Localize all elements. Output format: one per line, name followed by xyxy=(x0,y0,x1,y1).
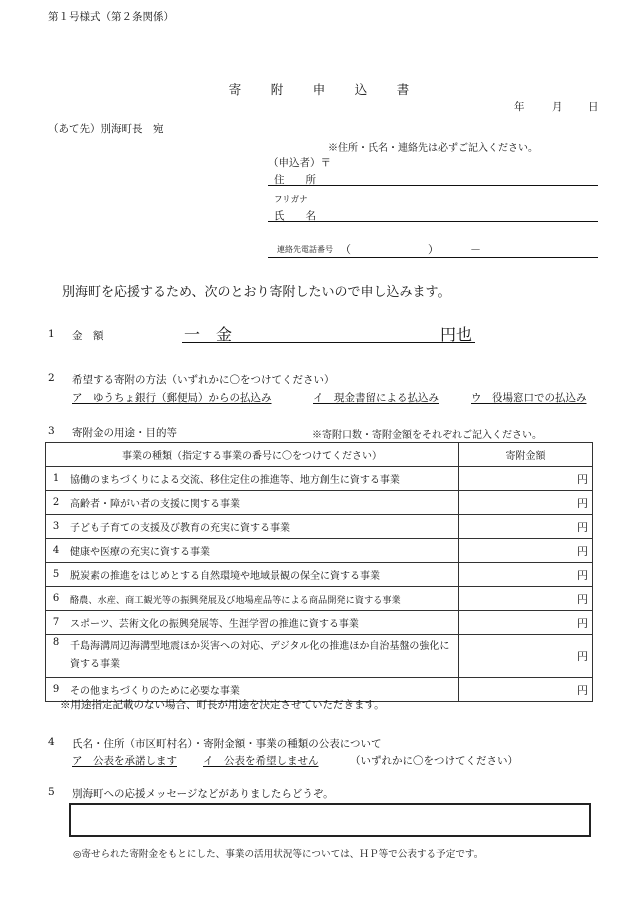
s2-number: 2 xyxy=(48,372,55,384)
purpose-label: 寄附金の用途・目的等 xyxy=(72,427,177,439)
table-row[interactable]: 6 酪農、水産、商工観光等の振興発展及び地場産品等による商品開発に資する事業 円 xyxy=(46,587,593,611)
furigana-label: フリガナ xyxy=(274,195,308,205)
s5-number: 5 xyxy=(48,786,55,798)
yen-cell[interactable]: 円 xyxy=(459,563,593,587)
amount-prefix: 一 金 xyxy=(184,325,233,344)
method-option-b[interactable]: イ 現金書留による払込み xyxy=(313,392,439,404)
yen-cell[interactable]: 円 xyxy=(459,611,593,635)
phone-close-paren: ） xyxy=(428,243,439,256)
phone-line[interactable] xyxy=(268,257,598,258)
date-day[interactable]: 日 xyxy=(588,101,599,113)
address-line[interactable] xyxy=(268,185,598,186)
s1-number: 1 xyxy=(48,328,55,340)
intro-text: 別海町を応援するため、次のとおり寄附したいので申し込みます。 xyxy=(62,285,451,300)
yen-cell[interactable]: 円 xyxy=(459,467,593,491)
table-row[interactable]: 3 子ども子育ての支援及び教育の充実に資する事業 円 xyxy=(46,515,593,539)
addressee: （あて先）別海町長 宛 xyxy=(48,123,164,135)
table-row[interactable]: 7 スポーツ、芸術文化の振興発展等、生涯学習の推進に資する事業 円 xyxy=(46,611,593,635)
table-row[interactable]: 2 高齢者・障がい者の支援に関する事業 円 xyxy=(46,491,593,515)
date-month[interactable]: 月 xyxy=(552,101,563,113)
address-label: 住 所 xyxy=(274,174,316,186)
table-row[interactable]: 8 千島海溝周辺海溝型地震ほか災害への対応、デジタル化の推進ほか自治基盤の強化に資する事業 円 xyxy=(46,635,593,678)
message-input[interactable] xyxy=(71,805,593,839)
publish-option-b[interactable]: イ 公表を希望しません xyxy=(203,755,319,767)
phone-dash: － xyxy=(470,243,481,256)
message-label: 別海町への応援メッセージなどがありましたらどうぞ。 xyxy=(72,788,334,800)
publish-option-a[interactable]: ア 公表を承諾します xyxy=(72,755,177,767)
date-year[interactable]: 年 xyxy=(514,101,525,113)
amount-suffix: 円也 xyxy=(440,325,473,344)
purpose-note: ※寄附口数・寄附金額をそれぞれご記入ください。 xyxy=(312,430,542,441)
amount-line[interactable] xyxy=(182,342,475,343)
message-box[interactable] xyxy=(69,803,591,837)
col-type-header: 事業の種類（指定する事業の番号に〇をつけてください） xyxy=(46,443,459,467)
phone-open-paren: （ xyxy=(340,243,351,256)
yen-cell[interactable]: 円 xyxy=(459,491,593,515)
name-line[interactable] xyxy=(268,221,598,222)
table-row[interactable]: 9 その他まちづくりのために必要な事業 円 xyxy=(46,678,593,702)
purpose-table xyxy=(45,442,593,702)
publish-note: （いずれかに〇をつけてください） xyxy=(350,755,518,767)
col-amount-header: 寄附金額 xyxy=(459,443,593,467)
required-note: ※住所・氏名・連絡先は必ずご記入ください。 xyxy=(328,143,538,154)
yen-cell[interactable]: 円 xyxy=(459,515,593,539)
name-label: 氏 名 xyxy=(274,210,316,222)
table-row[interactable]: 1 協働のまちづくりによる交流、移住定住の推進等、地方創生に資する事業 円 xyxy=(46,467,593,491)
table-header xyxy=(46,443,593,467)
publish-label: 氏名・住所（市区町村名）・寄附金額・事業の種類の公表について xyxy=(72,738,382,750)
table-row[interactable]: 4 健康や医療の充実に資する事業 円 xyxy=(46,539,593,563)
form-number: 第１号様式（第２条関係） xyxy=(48,11,174,23)
method-option-a[interactable]: ア ゆうちょ銀行（郵便局）からの払込み xyxy=(72,392,272,404)
yen-cell[interactable]: 円 xyxy=(459,678,593,702)
yen-cell[interactable]: 円 xyxy=(459,539,593,563)
purpose-footnote: ※用途指定記載のない場合、町長が用途を決定させていただきます。 xyxy=(60,699,385,711)
s4-number: 4 xyxy=(48,736,55,748)
footer-note: ◎寄せられた寄附金をもとにした、事業の活用状況等については、ＨＰ等で公表する予定です。 xyxy=(73,849,484,860)
yen-cell[interactable]: 円 xyxy=(459,587,593,611)
yen-cell[interactable]: 円 xyxy=(459,635,593,678)
amount-label: 金 額 xyxy=(72,330,104,342)
applicant-label: （申込者）〒 xyxy=(268,157,331,169)
method-option-c[interactable]: ウ 役場窓口での払込み xyxy=(471,392,587,404)
phone-label: 連絡先電話番号 xyxy=(277,245,333,254)
page-title: 寄 附 申 込 書 xyxy=(228,82,410,97)
table-row[interactable]: 5 脱炭素の推進をはじめとする自然環境や地域景観の保全に資する事業 円 xyxy=(46,563,593,587)
method-label: 希望する寄附の方法（いずれかに〇をつけてください） xyxy=(72,374,335,386)
s3-number: 3 xyxy=(48,425,55,437)
